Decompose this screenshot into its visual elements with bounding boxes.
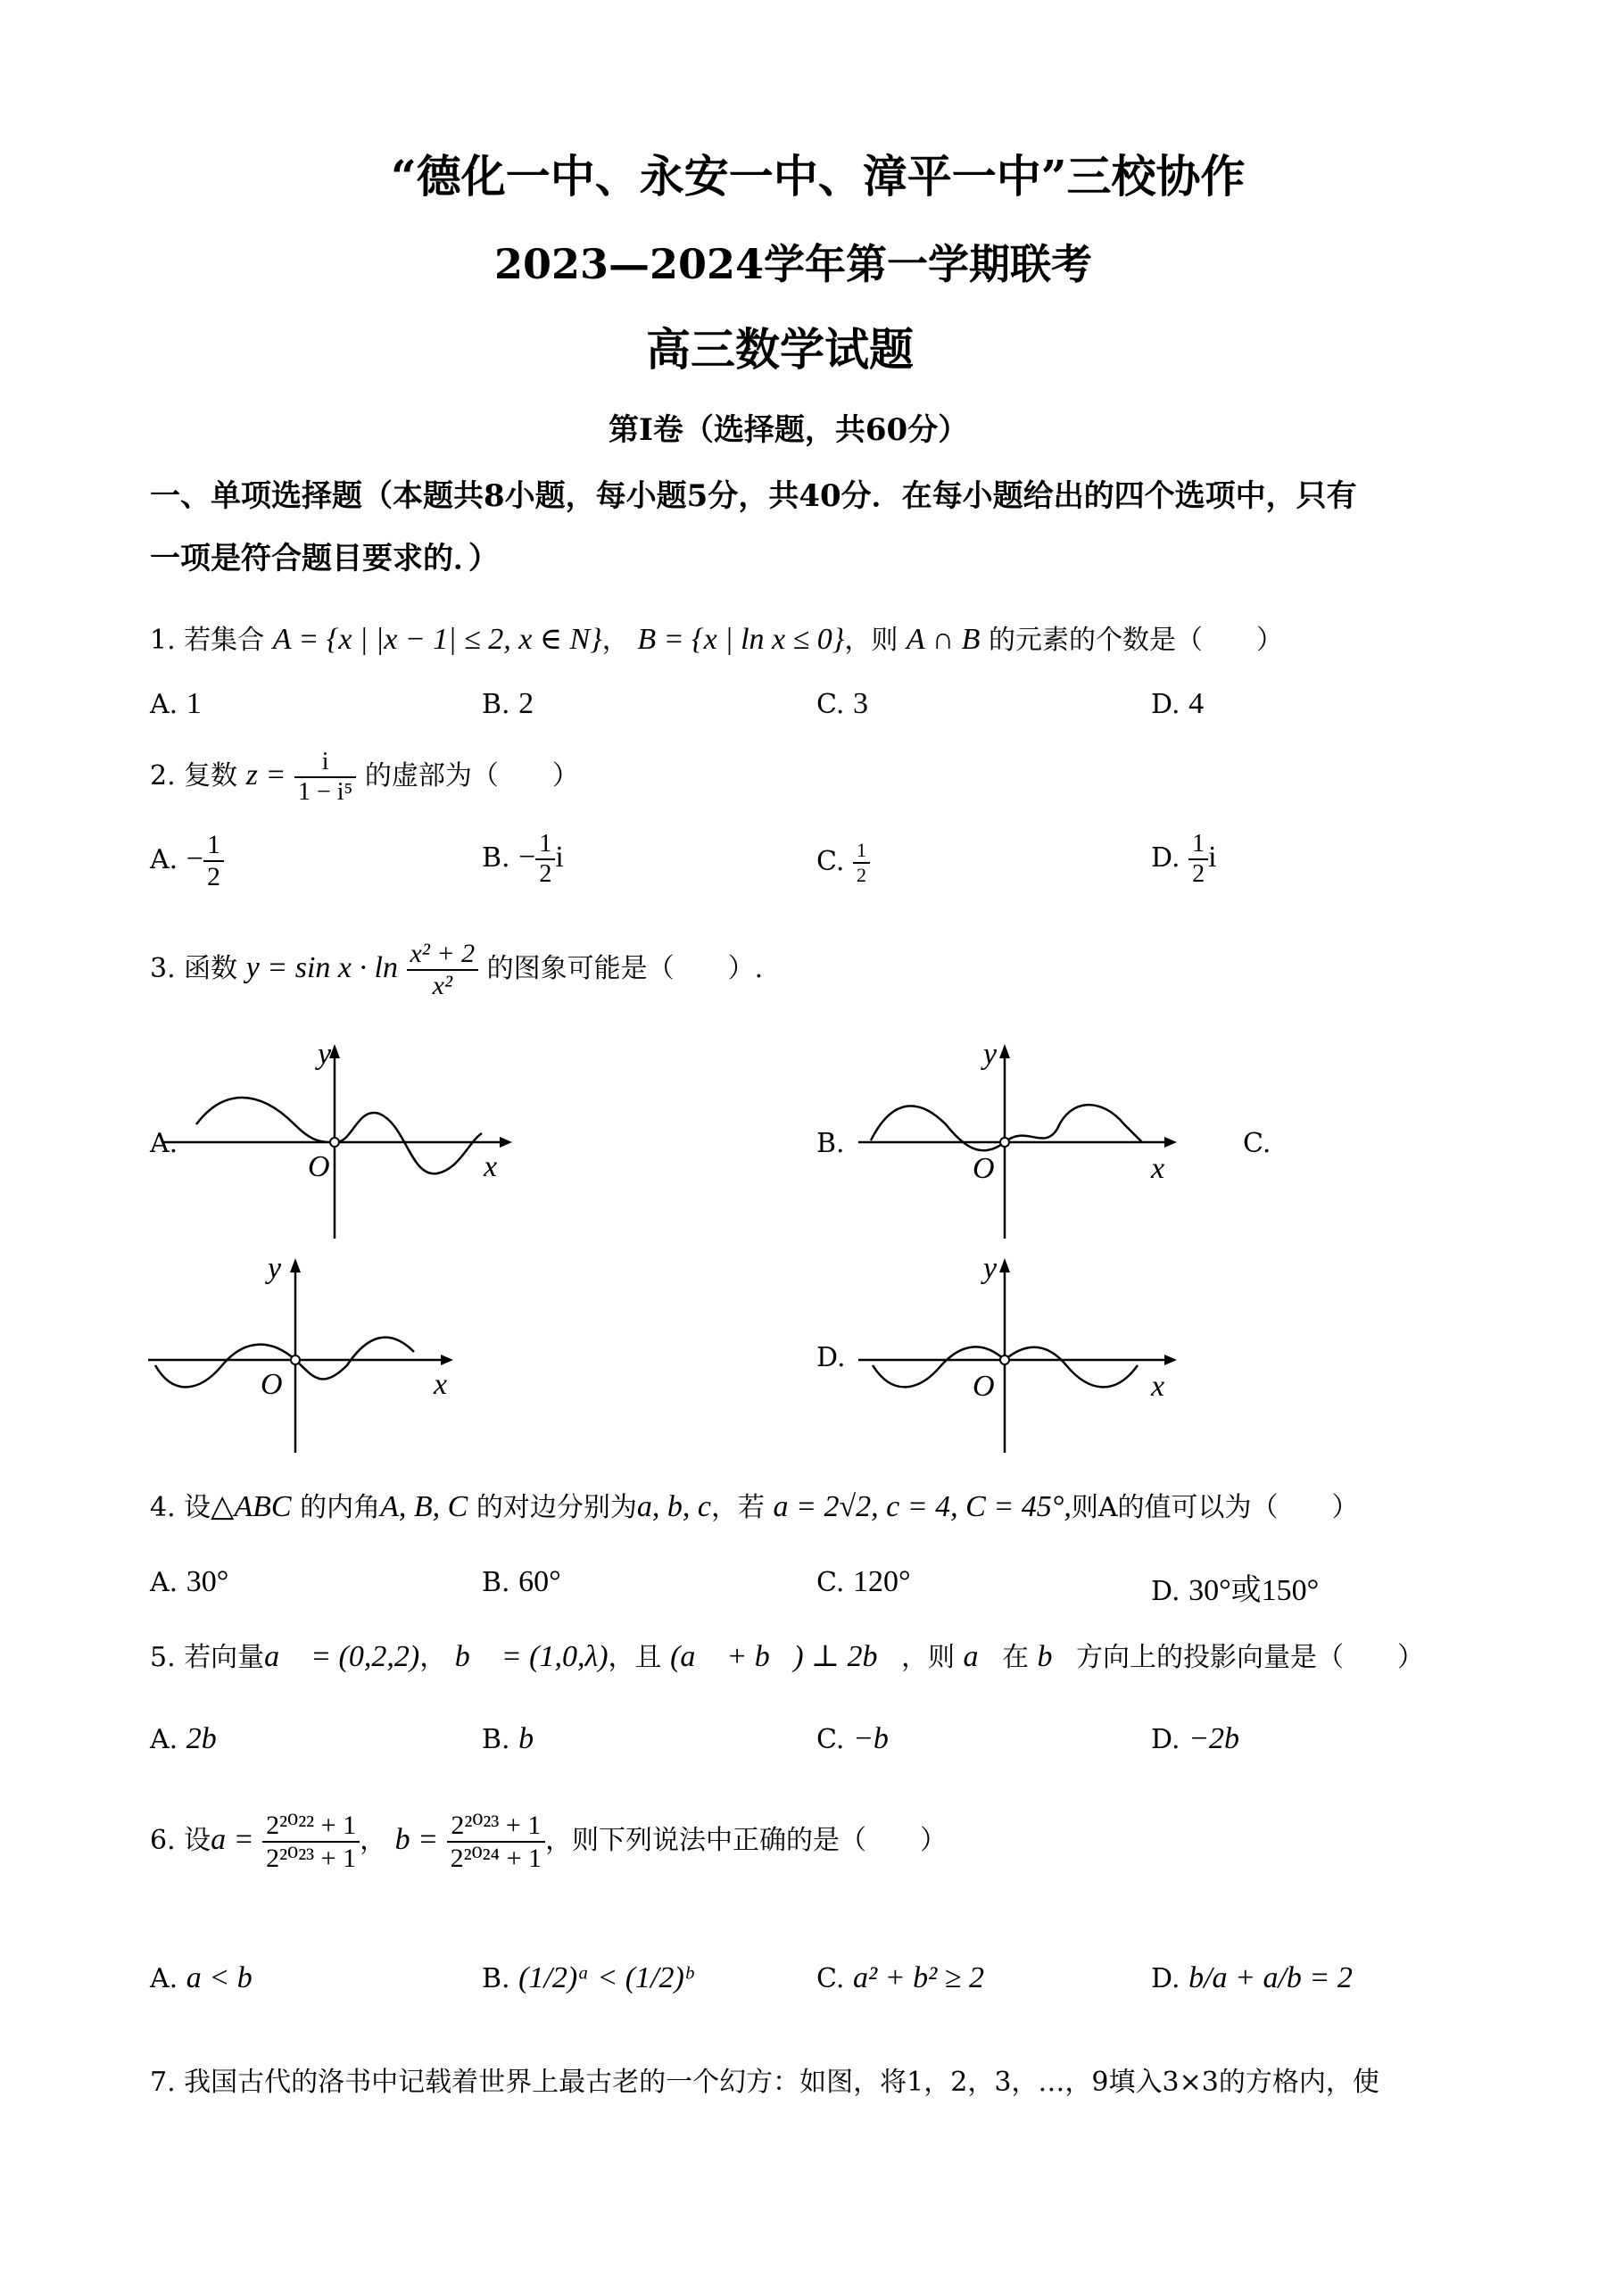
graph-d-origin: O (973, 1370, 995, 1403)
q1-tail: 的元素的个数是（ ） (988, 625, 1283, 656)
part-title: 第Ⅰ卷（选择题，共60分） (609, 412, 969, 448)
q1-option-c: C. 3 (816, 687, 868, 720)
question-6: 6. 设a = $\frac{\text{2²⁰²² + 1}}{\text{2²⁰²³ + 1}}$ ， b = $\frac{\text{2²⁰²³ + 1}}{\text{2²⁰²⁴ + 1}}$ ，则下列说法中正确的是（ ） (150, 1811, 948, 1873)
q4-option-b: B. 60° (482, 1565, 561, 1598)
q2-option-a: A. − $\frac{1}{2}$ (150, 830, 224, 892)
graph-b-label: B. (816, 1128, 845, 1159)
graph-a-x-label: x (484, 1150, 498, 1183)
q1-set-a: A = {x | |x − 1| ≤ 2, x ∈ N} (272, 623, 602, 656)
q2-option-d: D. $\frac{1}{2}$ i (1151, 830, 1217, 888)
q5-option-b: B. b⃗ (482, 1722, 558, 1755)
q1-number: 1. (150, 625, 176, 656)
graph-d-y-label: y (983, 1252, 998, 1285)
q1-prefix: 若集合 (184, 625, 265, 656)
graph-c (146, 1249, 485, 1455)
question-3: 3. 函数 y = sin x · ln $\frac{\text{x² + 2}}{\text{x²}}$ 的图象可能是（ ）. (150, 939, 764, 1000)
q6-option-c: C. a² + b² ≥ 2 (816, 1961, 984, 1994)
q2-option-b: B. − $\frac{1}{2}$ i (482, 830, 564, 888)
graph-d-label: D. (816, 1342, 846, 1373)
q1-option-b: B. 2 (482, 687, 534, 720)
graph-d-x-label: x (1151, 1370, 1165, 1403)
title-line-1: “德化一中、永安一中、漳平一中”三校协作 (391, 150, 1246, 203)
q2-fraction: $\frac{i}{\text{1 − i⁵}}$ (294, 748, 356, 807)
q1-expr: A ∩ B (906, 623, 981, 656)
graph-b-origin: O (973, 1152, 995, 1185)
section-heading-line-2: 一项是符合题目要求的．） (150, 541, 499, 576)
q4-option-a: A. 30° (150, 1565, 229, 1598)
q1-suffix: ，则 (844, 625, 898, 656)
question-1 (150, 618, 1283, 657)
q4-option-c: C. 120° (816, 1565, 911, 1598)
graph-c-label: C. (1243, 1128, 1271, 1159)
q6-option-d: D. b/a + a/b = 2 (1151, 1961, 1353, 1994)
graph-c-x-label: x (434, 1368, 448, 1401)
graph-a-label: A. (150, 1128, 178, 1159)
graph-b-y-label: y (983, 1038, 998, 1071)
q5-option-a: A. 2b⃗ (150, 1722, 241, 1755)
q4-option-d: D. 30°或150° (1151, 1574, 1320, 1607)
q1-option-d: D. 4 (1151, 687, 1205, 720)
graph-c-y-label: y (268, 1252, 282, 1285)
section-heading-line-1: 一、单项选择题（本题共8小题，每小题5分，共40分．在每小题给出的四个选项中，只有 (150, 478, 1357, 514)
q6-option-b: B. (1/2)ᵃ < (1/2)ᵇ (482, 1961, 692, 1994)
graph-d (857, 1249, 1196, 1455)
title-line-2: 2023—2024学年第一学期联考 (494, 240, 1093, 288)
graph-a (161, 1035, 518, 1240)
title-line-3: 高三数学试题 (646, 323, 914, 376)
q1-sep: ， (601, 625, 629, 656)
graph-b (857, 1035, 1196, 1240)
q6-option-a: A. a < b (150, 1961, 253, 1994)
question-2: 2. 复数 z = $\frac{i}{\text{1 − i⁵}}$ 的虚部为（ ） (150, 748, 579, 806)
q1-set-b: B = {x | ln x ≤ 0} (637, 623, 845, 656)
graph-a-origin: O (308, 1150, 330, 1183)
question-4: 4. 设△ABC 的内角A, B, C 的对边分别为a, b, c，若 a = 2√2, c = 4, C = 45°,则A的值可以为（ ） (150, 1490, 1359, 1523)
q2-option-c: C. $\frac{1}{2}$ (816, 839, 870, 887)
graph-a-y-label: y (318, 1038, 332, 1071)
q6-b-fraction: $\frac{\text{2²⁰²³ + 1}}{\text{2²⁰²⁴ + 1}}$ (447, 1810, 545, 1874)
question-7: 7. 我国古代的洛书中记载着世界上最古老的一个幻方：如图，将1，2，3，…，9填入3×3的方格内，使 (150, 2067, 1379, 2098)
q5-option-d: D. −2b⃗ (1151, 1722, 1263, 1755)
q3-fraction: $\frac{\text{x² + 2}}{\text{x²}}$ (407, 939, 479, 1001)
graph-c-origin: O (261, 1368, 283, 1401)
q6-a-fraction: $\frac{\text{2²⁰²² + 1}}{\text{2²⁰²³ + 1}}$ (262, 1810, 360, 1874)
question-5: 5. 若向量a⃗ = (0,2,2)， b⃗ = (1,0,λ)，且 (a⃗ + b⃗) ⊥ 2b⃗，则 a⃗在 b⃗方向上的投影向量是（ ） (150, 1640, 1424, 1673)
q5-option-c: C. −b⃗ (816, 1722, 913, 1755)
graph-b-x-label: x (1151, 1152, 1165, 1185)
q1-option-a: A. 1 (150, 687, 202, 720)
